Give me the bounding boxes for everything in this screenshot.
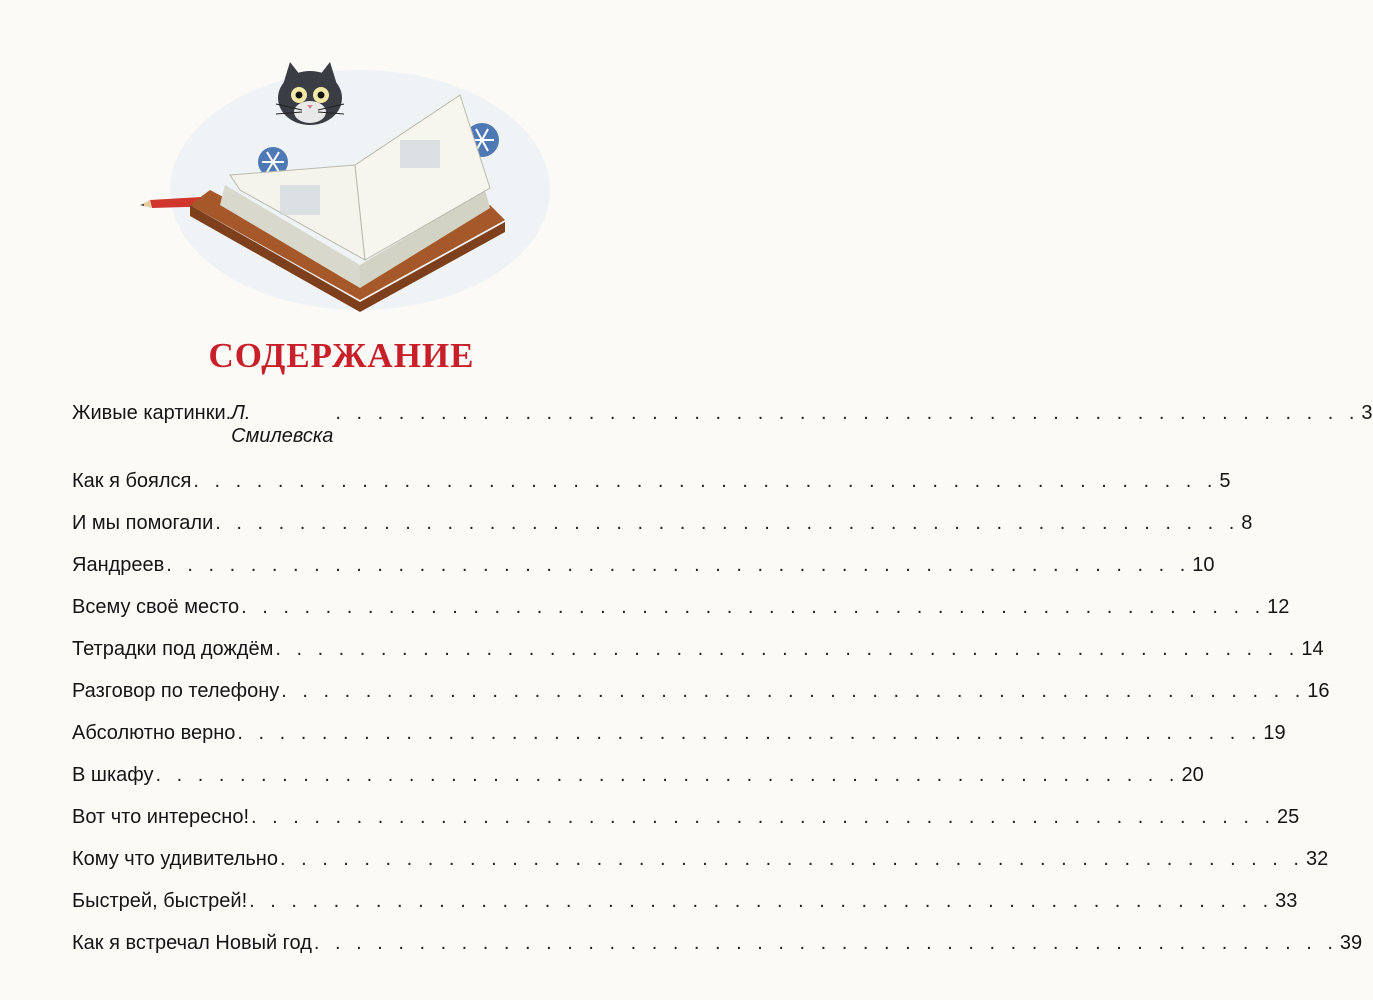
toc-entry-page: 39 [1339,932,1363,954]
toc-entry [72,470,1231,512]
toc-entry-title: Абсолютно верно [72,722,236,744]
toc-entry-title: Как я встречал Новый год [72,932,312,954]
toc-entry-page: 14 [1301,638,1324,660]
dot-leader: . . . . . . . . . . . . . . . . . . . . . . . . . . . . . . . . . . . . . . . . . . . . . . . . . [155,764,1180,786]
dot-leader: . . . . . . . . . . . . . . . . . . . . . . . . . . . . . . . . . . . . . . . . . . . . . . . . . [166,554,1191,576]
book-illustration [130,40,550,330]
table-of-contents [72,402,1373,974]
toc-entry-title: Яандреев [72,554,165,576]
dot-leader: . . . . . . . . . . . . . . . . . . . . . . . . . . . . . . . . . . . . . . . . . . . . . . . . . [249,890,1274,912]
toc-entry-title: Кому что удивительно [72,848,278,870]
toc-entry-page: 25 [1277,806,1300,828]
dot-leader: . . . . . . . . . . . . . . . . . . . . . . . . . . . . . . . . . . . . . . . . . . . . . . . . . [281,680,1306,702]
toc-entry [72,764,1204,806]
toc-entry [72,932,1363,974]
toc-entry-title: И мы помогали [72,512,214,534]
toc-entry-title: Разговор по телефону [72,680,280,702]
toc-entry [72,638,1324,680]
dot-leader: . . . . . . . . . . . . . . . . . . . . . . . . . . . . . . . . . . . . . . . . . . . . . . . . . [275,638,1300,660]
dot-leader: . . . . . . . . . . . . . . . . . . . . . . . . . . . . . . . . . . . . . . . . . . . . . . . . . [241,596,1266,618]
toc-entry-title: Вот что интересно! [72,806,250,828]
toc-entry [72,596,1290,638]
toc-entry [72,806,1300,848]
toc-entry-page: 10 [1192,554,1215,576]
dot-leader: . . . . . . . . . . . . . . . . . . . . . . . . . . . . . . . . . . . . . . . . . . . . . . . . . [335,402,1360,424]
toc-entry-title: Живые картинки. [72,402,232,424]
dot-leader: . . . . . . . . . . . . . . . . . . . . . . . . . . . . . . . . . . . . . . . . . . . . . . . . . [237,722,1262,744]
toc-entry-page: 3 [1361,402,1373,424]
dot-leader: . . . . . . . . . . . . . . . . . . . . . . . . . . . . . . . . . . . . . . . . . . . . . . . . . [313,932,1338,954]
toc-entry [72,402,1373,470]
dot-leader: . . . . . . . . . . . . . . . . . . . . . . . . . . . . . . . . . . . . . . . . . . . . . . . . . [279,848,1304,870]
toc-entry [72,680,1330,722]
toc-entry-page: 32 [1305,848,1329,870]
toc-entry-title: В шкафу [72,764,154,786]
toc-entry-title: Быстрей, быстрей! [72,890,248,912]
toc-entry-title: Как я боялся [72,470,192,492]
toc-entry-page: 12 [1267,596,1290,618]
toc-entry [72,512,1253,554]
dot-leader: . . . . . . . . . . . . . . . . . . . . . . . . . . . . . . . . . . . . . . . . . . . . . . . . . [193,470,1218,492]
toc-entry-page: 8 [1241,512,1253,534]
dot-leader: . . . . . . . . . . . . . . . . . . . . . . . . . . . . . . . . . . . . . . . . . . . . . . . . . [215,512,1240,534]
toc-entry-author: Л. Смилевска [231,402,334,447]
toc-entry-page: 20 [1181,764,1204,786]
toc-entry-title: Всему своё место [72,596,240,618]
toc-entry-title: Тетрадки под дождём [72,638,274,660]
toc-entry [72,722,1286,764]
toc-entry-page: 19 [1263,722,1286,744]
toc-entry-page: 16 [1307,680,1330,702]
toc-entry [72,554,1215,596]
contents-heading: СОДЕРЖАНИЕ [208,336,475,375]
toc-entry-page: 5 [1219,470,1231,492]
dot-leader: . . . . . . . . . . . . . . . . . . . . . . . . . . . . . . . . . . . . . . . . . . . . . . . . . [251,806,1276,828]
toc-entry [72,890,1298,932]
toc-entry [72,848,1329,890]
toc-entry-page: 33 [1275,890,1298,912]
